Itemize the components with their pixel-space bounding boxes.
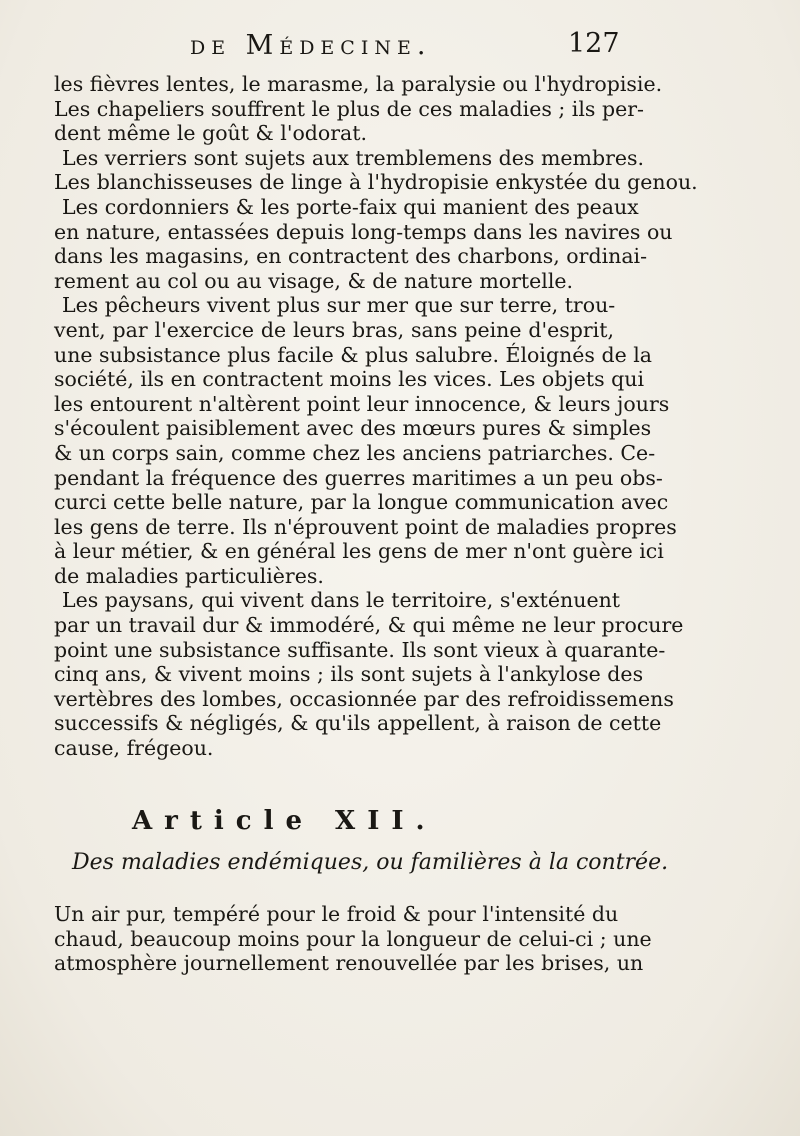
text-line: en nature, entassées depuis long-temps dans les navires ou — [54, 219, 673, 244]
text-line: rement au col ou au visage, & de nature mortelle. — [54, 268, 574, 293]
text-line: Les chapeliers souffrent le plus de ces maladies ; ils per- — [54, 96, 644, 121]
text-line: atmosphère journellement renouvellée par les brises, un — [54, 951, 644, 976]
page-number: 127 — [568, 28, 620, 59]
paragraph-2 — [54, 145, 698, 195]
text-line: Un air pur, tempéré pour le froid & pour l'intensité du — [54, 902, 619, 926]
text-line: Les pêcheurs vivent plus sur mer que sur terre, trou- — [62, 293, 616, 318]
article-subtitle: Des maladies endémiques, ou familières à la contrée. — [72, 850, 669, 875]
text-line: une subsistance plus facile & plus salubre. Éloignés de la — [54, 342, 652, 367]
paragraph-5 — [54, 588, 684, 761]
text-line: les gens de terre. Ils n'éprouvent point de maladies propres — [54, 514, 677, 539]
text-line: vent, par l'exercice de leurs bras, sans peine d'esprit, — [54, 317, 614, 342]
text-line: par un travail dur & immodéré, & qui même ne leur procure — [54, 613, 684, 638]
paragraph-1 — [54, 72, 663, 146]
text-line: société, ils en contractent moins les vices. Les objets qui — [54, 367, 645, 392]
article-heading: Article XII. — [132, 806, 437, 836]
text-line: de maladies particulières. — [54, 563, 324, 588]
text-line: cinq ans, & vivent moins ; ils sont sujets à l'ankylose des — [54, 662, 644, 687]
text-line: dent même le goût & l'odorat. — [54, 121, 368, 146]
text-line: pendant la fréquence des guerres maritimes a un peu obs- — [54, 465, 663, 490]
text-line: Les blanchisseuses de linge à l'hydropisie enkystée du genou. — [54, 170, 698, 195]
text-line: les fièvres lentes, le marasme, la paralysie ou l'hydropisie. — [54, 72, 663, 96]
page-header — [0, 28, 800, 68]
text-line: à leur métier, & en général les gens de mer n'ont guère ici — [54, 539, 664, 564]
text-line: cause, frégeou. — [54, 736, 214, 761]
text-line: curci cette belle nature, par la longue communication avec — [54, 490, 669, 515]
text-line: point une subsistance suffisante. Ils sont vieux à quarante- — [54, 637, 666, 662]
closing-paragraph — [54, 902, 652, 976]
text-line: & un corps sain, comme chez les anciens patriarches. Ce- — [54, 440, 656, 465]
paragraph-4 — [54, 293, 677, 588]
text-line: chaud, beaucoup moins pour la longueur de celui-ci ; une — [54, 926, 652, 951]
text-line: Les cordonniers & les porte-faix qui manient des peaux — [62, 194, 639, 219]
text-line: les entourent n'altèrent point leur innocence, & leurs jours — [54, 391, 670, 416]
text-line: Les paysans, qui vivent dans le territoire, s'exténuent — [62, 588, 621, 613]
text-line: dans les magasins, en contractent des charbons, ordinai- — [54, 244, 648, 269]
text-line: successifs & négligés, & qu'ils appellent, à raison de cette — [54, 711, 662, 736]
text-line: vertèbres des lombes, occasionnée par des refroidissemens — [54, 686, 674, 711]
running-title: de Médecine. — [190, 30, 432, 61]
paragraph-3 — [54, 194, 673, 293]
text-line: Les verriers sont sujets aux tremblemens des membres. — [62, 145, 645, 170]
body-text — [54, 72, 698, 761]
text-line: s'écoulent paisiblement avec des mœurs pures & simples — [54, 416, 652, 441]
